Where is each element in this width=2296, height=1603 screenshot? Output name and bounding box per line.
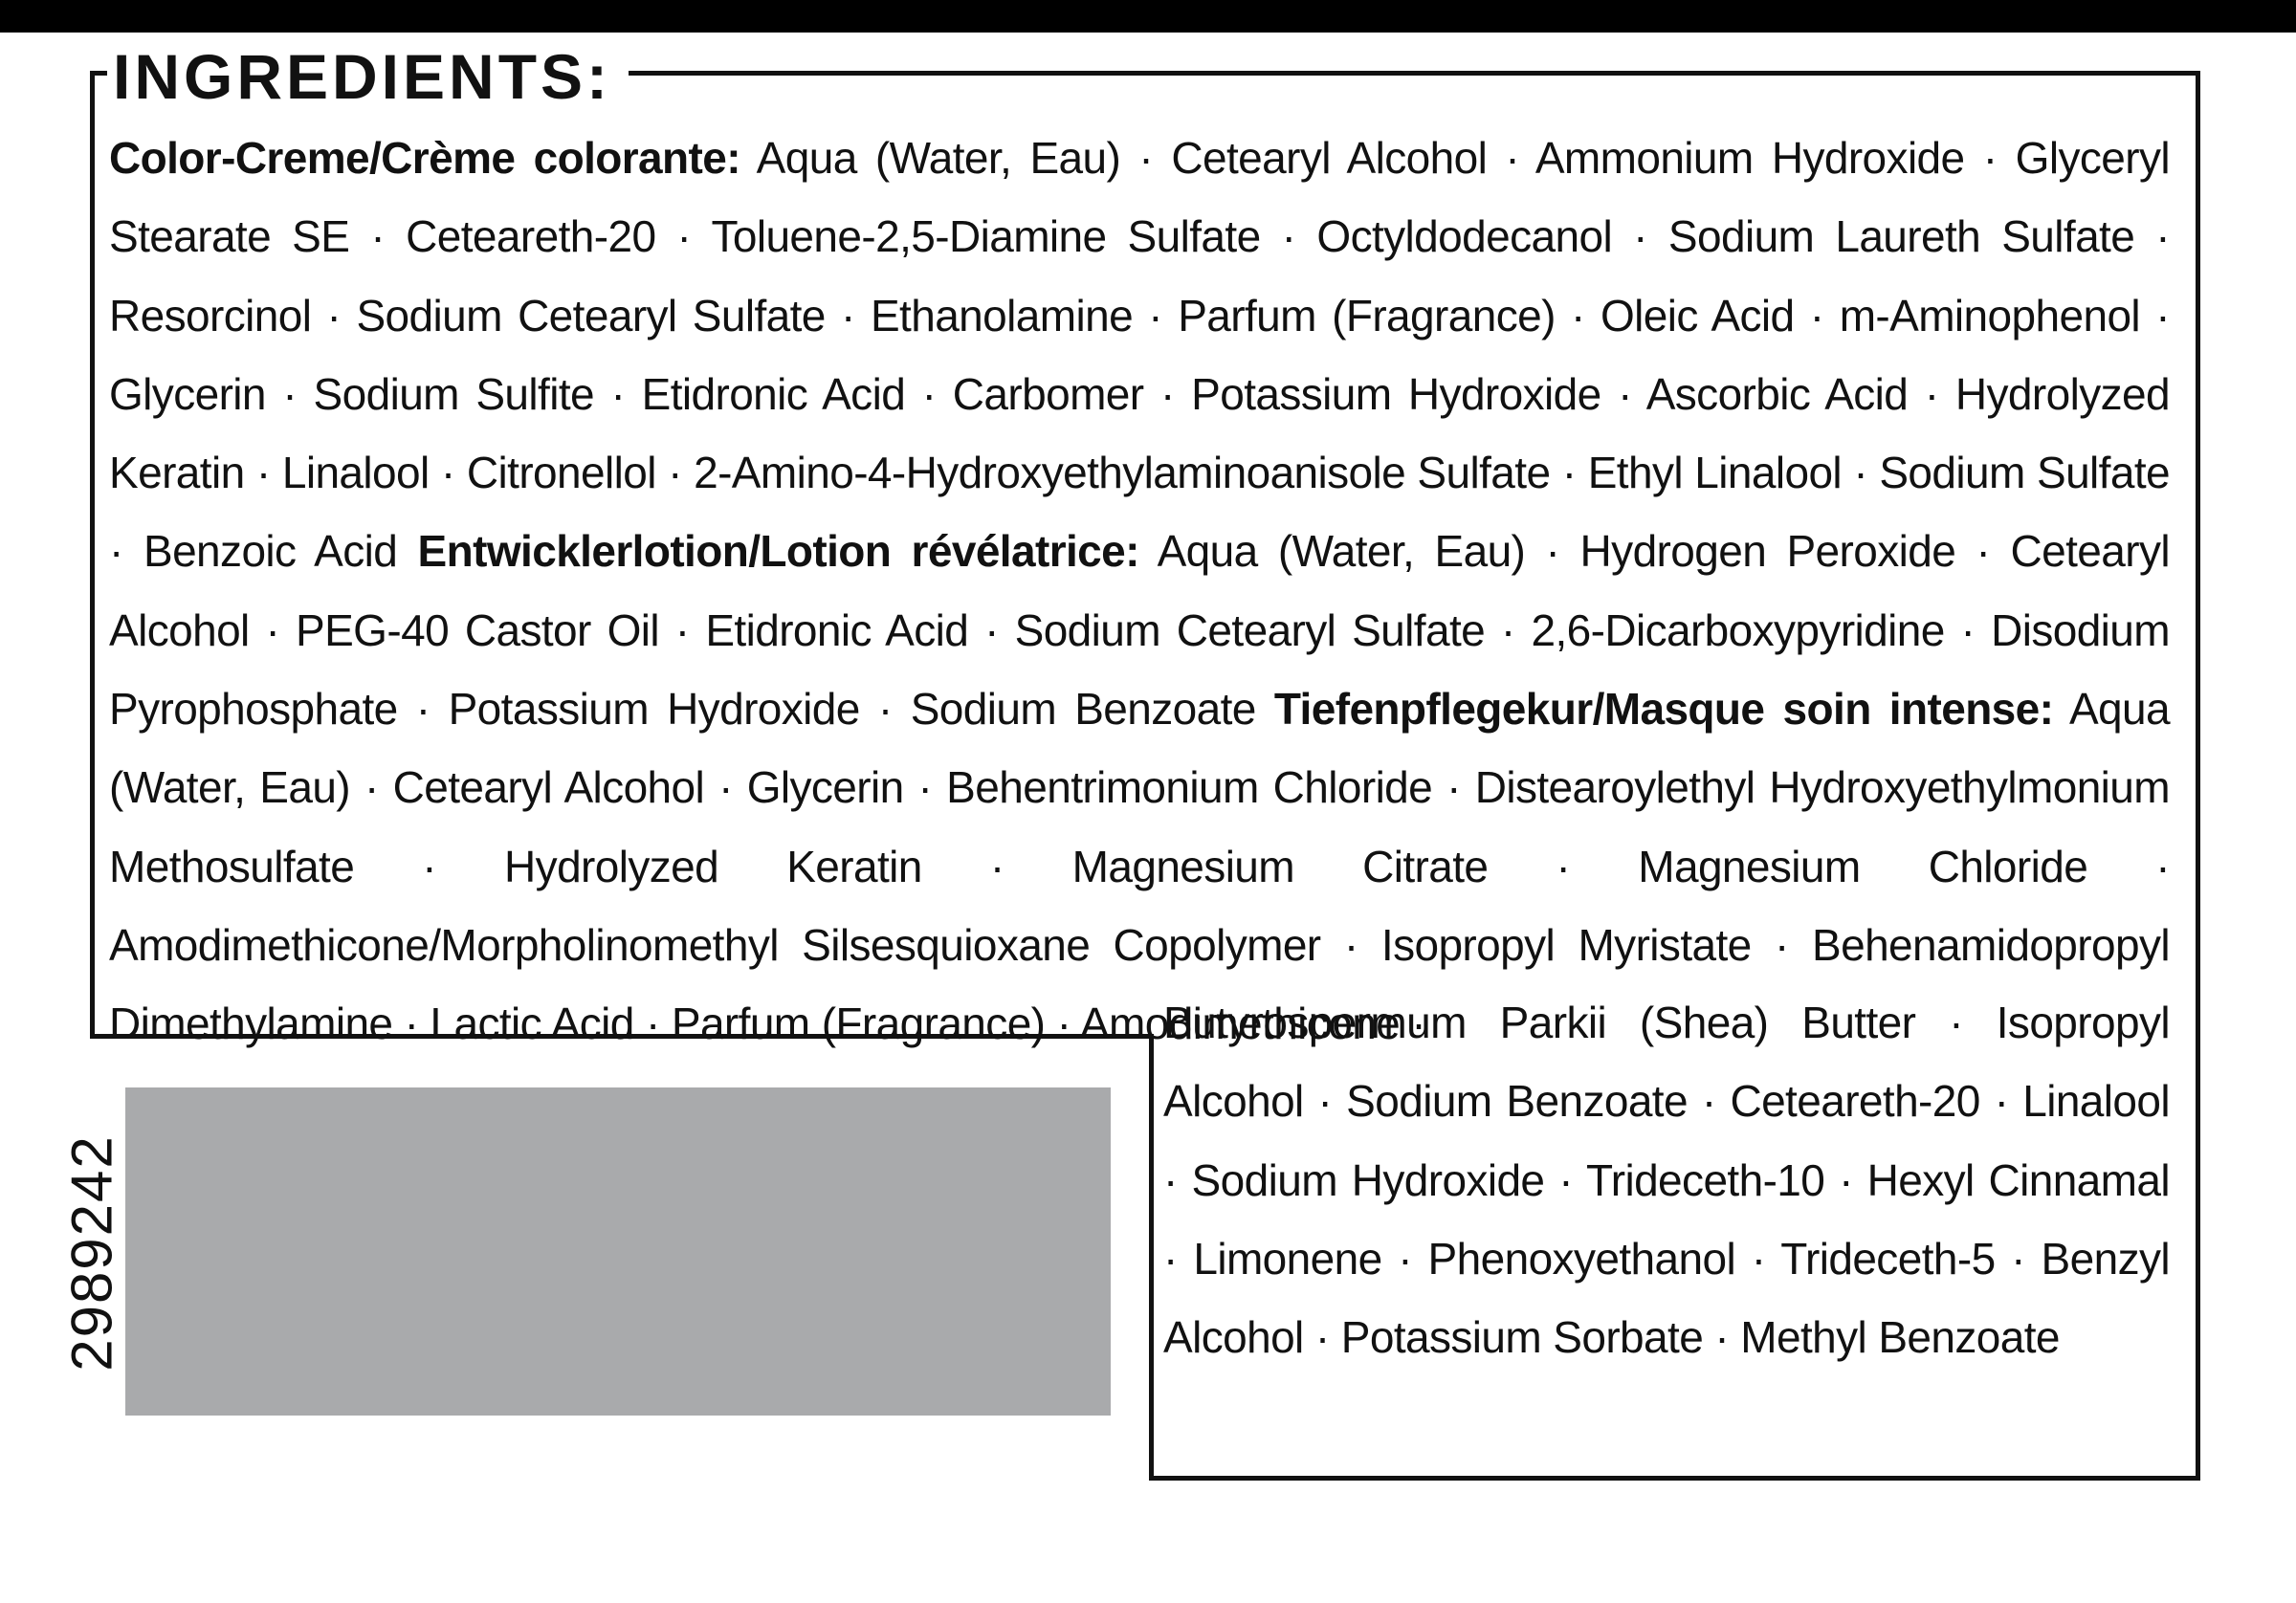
- section-title-developer-lotion: Entwicklerlotion/Lotion révélatrice:: [417, 526, 1139, 577]
- gray-label-panel: [125, 1087, 1111, 1416]
- top-black-bar: [0, 0, 2296, 33]
- section-text-color-creme: Aqua (Water, Eau) · Cetearyl Alcohol · Ammonium Hydroxide · Glyceryl Stearate SE · Ceteareth-20 · Toluene-2,5-Diamine Sulfate · Octyldodecanol · Sodium Laureth Sulfate · Resorcinol · Sodium Cetearyl Sulfate · Ethanolamine · Parfum (Fragrance) · Oleic Acid · m-Aminophenol · Glycerin · Sodium Sulfite · Etidronic Acid · Carbomer · Potassium Hydroxide · Ascorbic Acid · Hydrolyzed Keratin · Linalool · Citronellol · 2-Amino-4-Hydroxyethylaminoanisole Sulfate · Ethyl Linalool · Sodium Sulfate · Benzoic Acid: [109, 133, 2170, 577]
- box-inner-vertical-border: [1149, 1034, 1154, 1481]
- section-title-color-creme: Color-Creme/Crème colorante:: [109, 133, 740, 183]
- ingredients-continuation-text: [1163, 983, 2170, 1376]
- ingredients-heading: INGREDIENTS:: [107, 38, 629, 115]
- section-text-care-mask: Aqua (Water, Eau) · Cetearyl Alcohol · Glycerin · Behentrimonium Chloride · Distearoylethyl Hydroxyethylmonium Methosulfate · Hydrolyzed Keratin · Magnesium Citrate · Magnesium Chloride · Amodimethicone/Morpholinomethyl Silsesquioxane Copolymer · Isopropyl Myristate · Behenamidopropyl Dimethylamine · Lactic Acid · Parfum (Fragrance) · Amodimethicone ·: [109, 684, 2170, 1049]
- box-left-border: [90, 71, 95, 1039]
- section-text-care-mask-continued: Butyrospermum Parkii (Shea) Butter · Isopropyl Alcohol · Sodium Benzoate · Ceteareth-20 · Linalool · Sodium Hydroxide · Trideceth-10 · Hexyl Cinnamal · Limonene · Phenoxyethanol · Trideceth-5 · Benzyl Alcohol · Potassium Sorbate · Methyl Benzoate: [1163, 998, 2170, 1363]
- ingredients-main-text: [109, 119, 2170, 1064]
- product-code-number: 2989242: [59, 1134, 124, 1372]
- box-bottom-border: [1149, 1476, 2200, 1481]
- box-right-border: [2196, 71, 2200, 1481]
- section-title-care-mask: Tiefenpflegekur/Masque soin intense:: [1273, 684, 2054, 735]
- section-text-developer-lotion: Aqua (Water, Eau) · Hydrogen Peroxide · Cetearyl Alcohol · PEG-40 Castor Oil · Etidronic Acid · Sodium Cetearyl Sulfate · 2,6-Dicarboxypyridine · Disodium Pyrophosphate · Potassium Hydroxide · Sodium Benzoate: [109, 526, 2170, 735]
